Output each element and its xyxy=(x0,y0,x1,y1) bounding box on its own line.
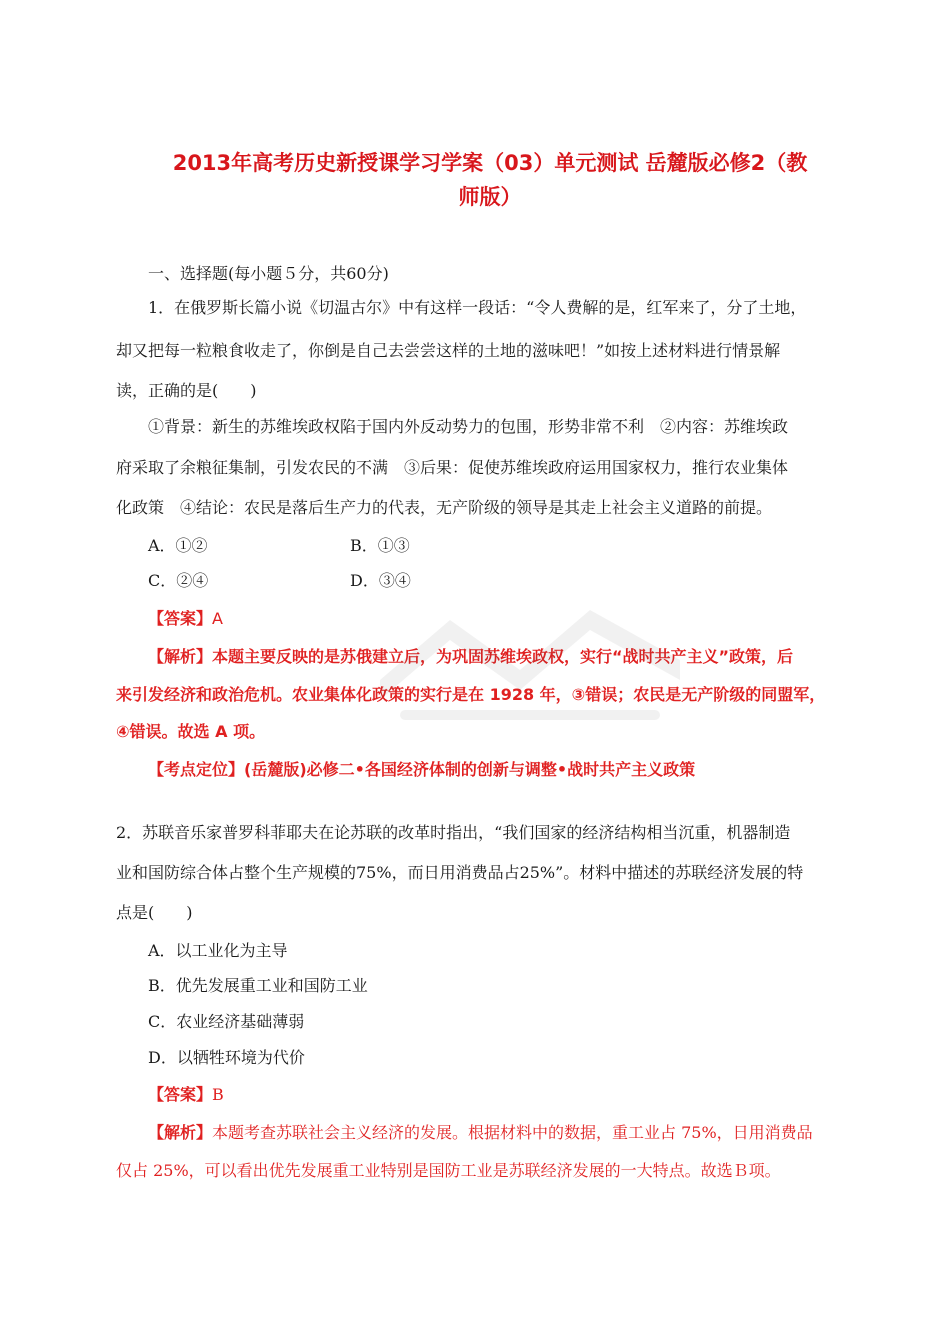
q2-stem-line-1: 2．苏联音乐家普罗科菲耶夫在论苏联的改革时指出，“我们国家的经济结构相当沉重，机器制造 xyxy=(116,823,791,842)
q1-answer-label: 【答案】 xyxy=(148,609,213,628)
q1-answer-value: A xyxy=(212,609,223,628)
q1-stem-line-3: 读，正确的是( ) xyxy=(116,381,257,400)
q1-option-a: A．①② xyxy=(148,536,208,555)
q1-statement-line-3: 化政策 ④结论：农民是落后生产力的代表，无产阶级的领导是其走上社会主义道路的前提。 xyxy=(116,498,773,517)
section-heading: 一、选择题(每小题５分，共60分) xyxy=(148,264,389,283)
q1-option-c: C．②④ xyxy=(148,571,209,590)
title-line-2: 师版） xyxy=(458,185,522,209)
q1-stem-line-2: 却又把每一粒粮食收走了，你倒是自己去尝尝这样的土地的滋味吧！”如按上述材料进行情景解 xyxy=(116,341,781,360)
q2-answer xyxy=(148,1084,224,1106)
q2-option-c: C．农业经济基础薄弱 xyxy=(148,1012,305,1031)
q1-answer xyxy=(148,608,223,630)
document-title xyxy=(100,146,880,214)
q2-answer-value: B xyxy=(212,1085,224,1104)
q1-kaodian-label: 【考点定位】 xyxy=(148,760,245,779)
q1-kaodian xyxy=(148,759,695,781)
q1-statement-line-2: 府采取了余粮征集制，引发农民的不满 ③后果：促使苏维埃政府运用国家权力，推行农业集体 xyxy=(116,458,789,477)
q2-stem-line-2: 业和国防综合体占整个生产规模的75%，而日用消费品占25%”。材料中描述的苏联经济发展的特 xyxy=(116,863,804,882)
q2-analysis-text-1: 本题考查苏联社会主义经济的发展。根据材料中的数据，重工业占 75%，日用消费品 xyxy=(212,1123,813,1142)
q1-stem-line-1: 1．在俄罗斯长篇小说《切温古尔》中有这样一段话：“令人费解的是，红军来了，分了土地， xyxy=(148,298,807,317)
q2-answer-label: 【答案】 xyxy=(148,1085,213,1104)
q2-stem-line-3: 点是( ) xyxy=(116,903,193,922)
title-line-1: 2013年高考历史新授课学习学案（03）单元测试 岳麓版必修2（教 xyxy=(172,151,808,175)
q1-analysis-line-1 xyxy=(148,646,793,668)
q2-option-d: D．以牺牲环境为代价 xyxy=(148,1048,305,1067)
q2-analysis-line-1 xyxy=(148,1122,813,1144)
q1-analysis-label: 【解析】 xyxy=(148,647,213,666)
q1-analysis-text-1: 本题主要反映的是苏俄建立后，为巩固苏维埃政权，实行“战时共产主义”政策，后 xyxy=(212,647,794,666)
q1-option-b: B．①③ xyxy=(350,536,410,555)
q2-option-b: B．优先发展重工业和国防工业 xyxy=(148,976,368,995)
q1-analysis-line-2: 来引发经济和政治危机。农业集体化政策的实行是在 1928 年，③错误；农民是无产阶级的同盟军， xyxy=(116,685,826,704)
q1-analysis-line-3: ④错误。故选 A 项。 xyxy=(116,722,266,741)
q1-statement-line-1: ①背景：新生的苏维埃政权陷于国内外反动势力的包围，形势非常不利 ②内容：苏维埃政 xyxy=(148,417,789,436)
q2-analysis-label: 【解析】 xyxy=(148,1123,213,1142)
q1-kaodian-text: (岳麓版)必修二•各国经济体制的创新与调整•战时共产主义政策 xyxy=(244,760,696,779)
q2-option-a: A．以工业化为主导 xyxy=(148,941,288,960)
q2-analysis-line-2: 仅占 25%，可以看出优先发展重工业特别是国防工业是苏联经济发展的一大特点。故选Ｂ项。 xyxy=(116,1161,781,1180)
q1-option-d: D．③④ xyxy=(350,571,411,590)
